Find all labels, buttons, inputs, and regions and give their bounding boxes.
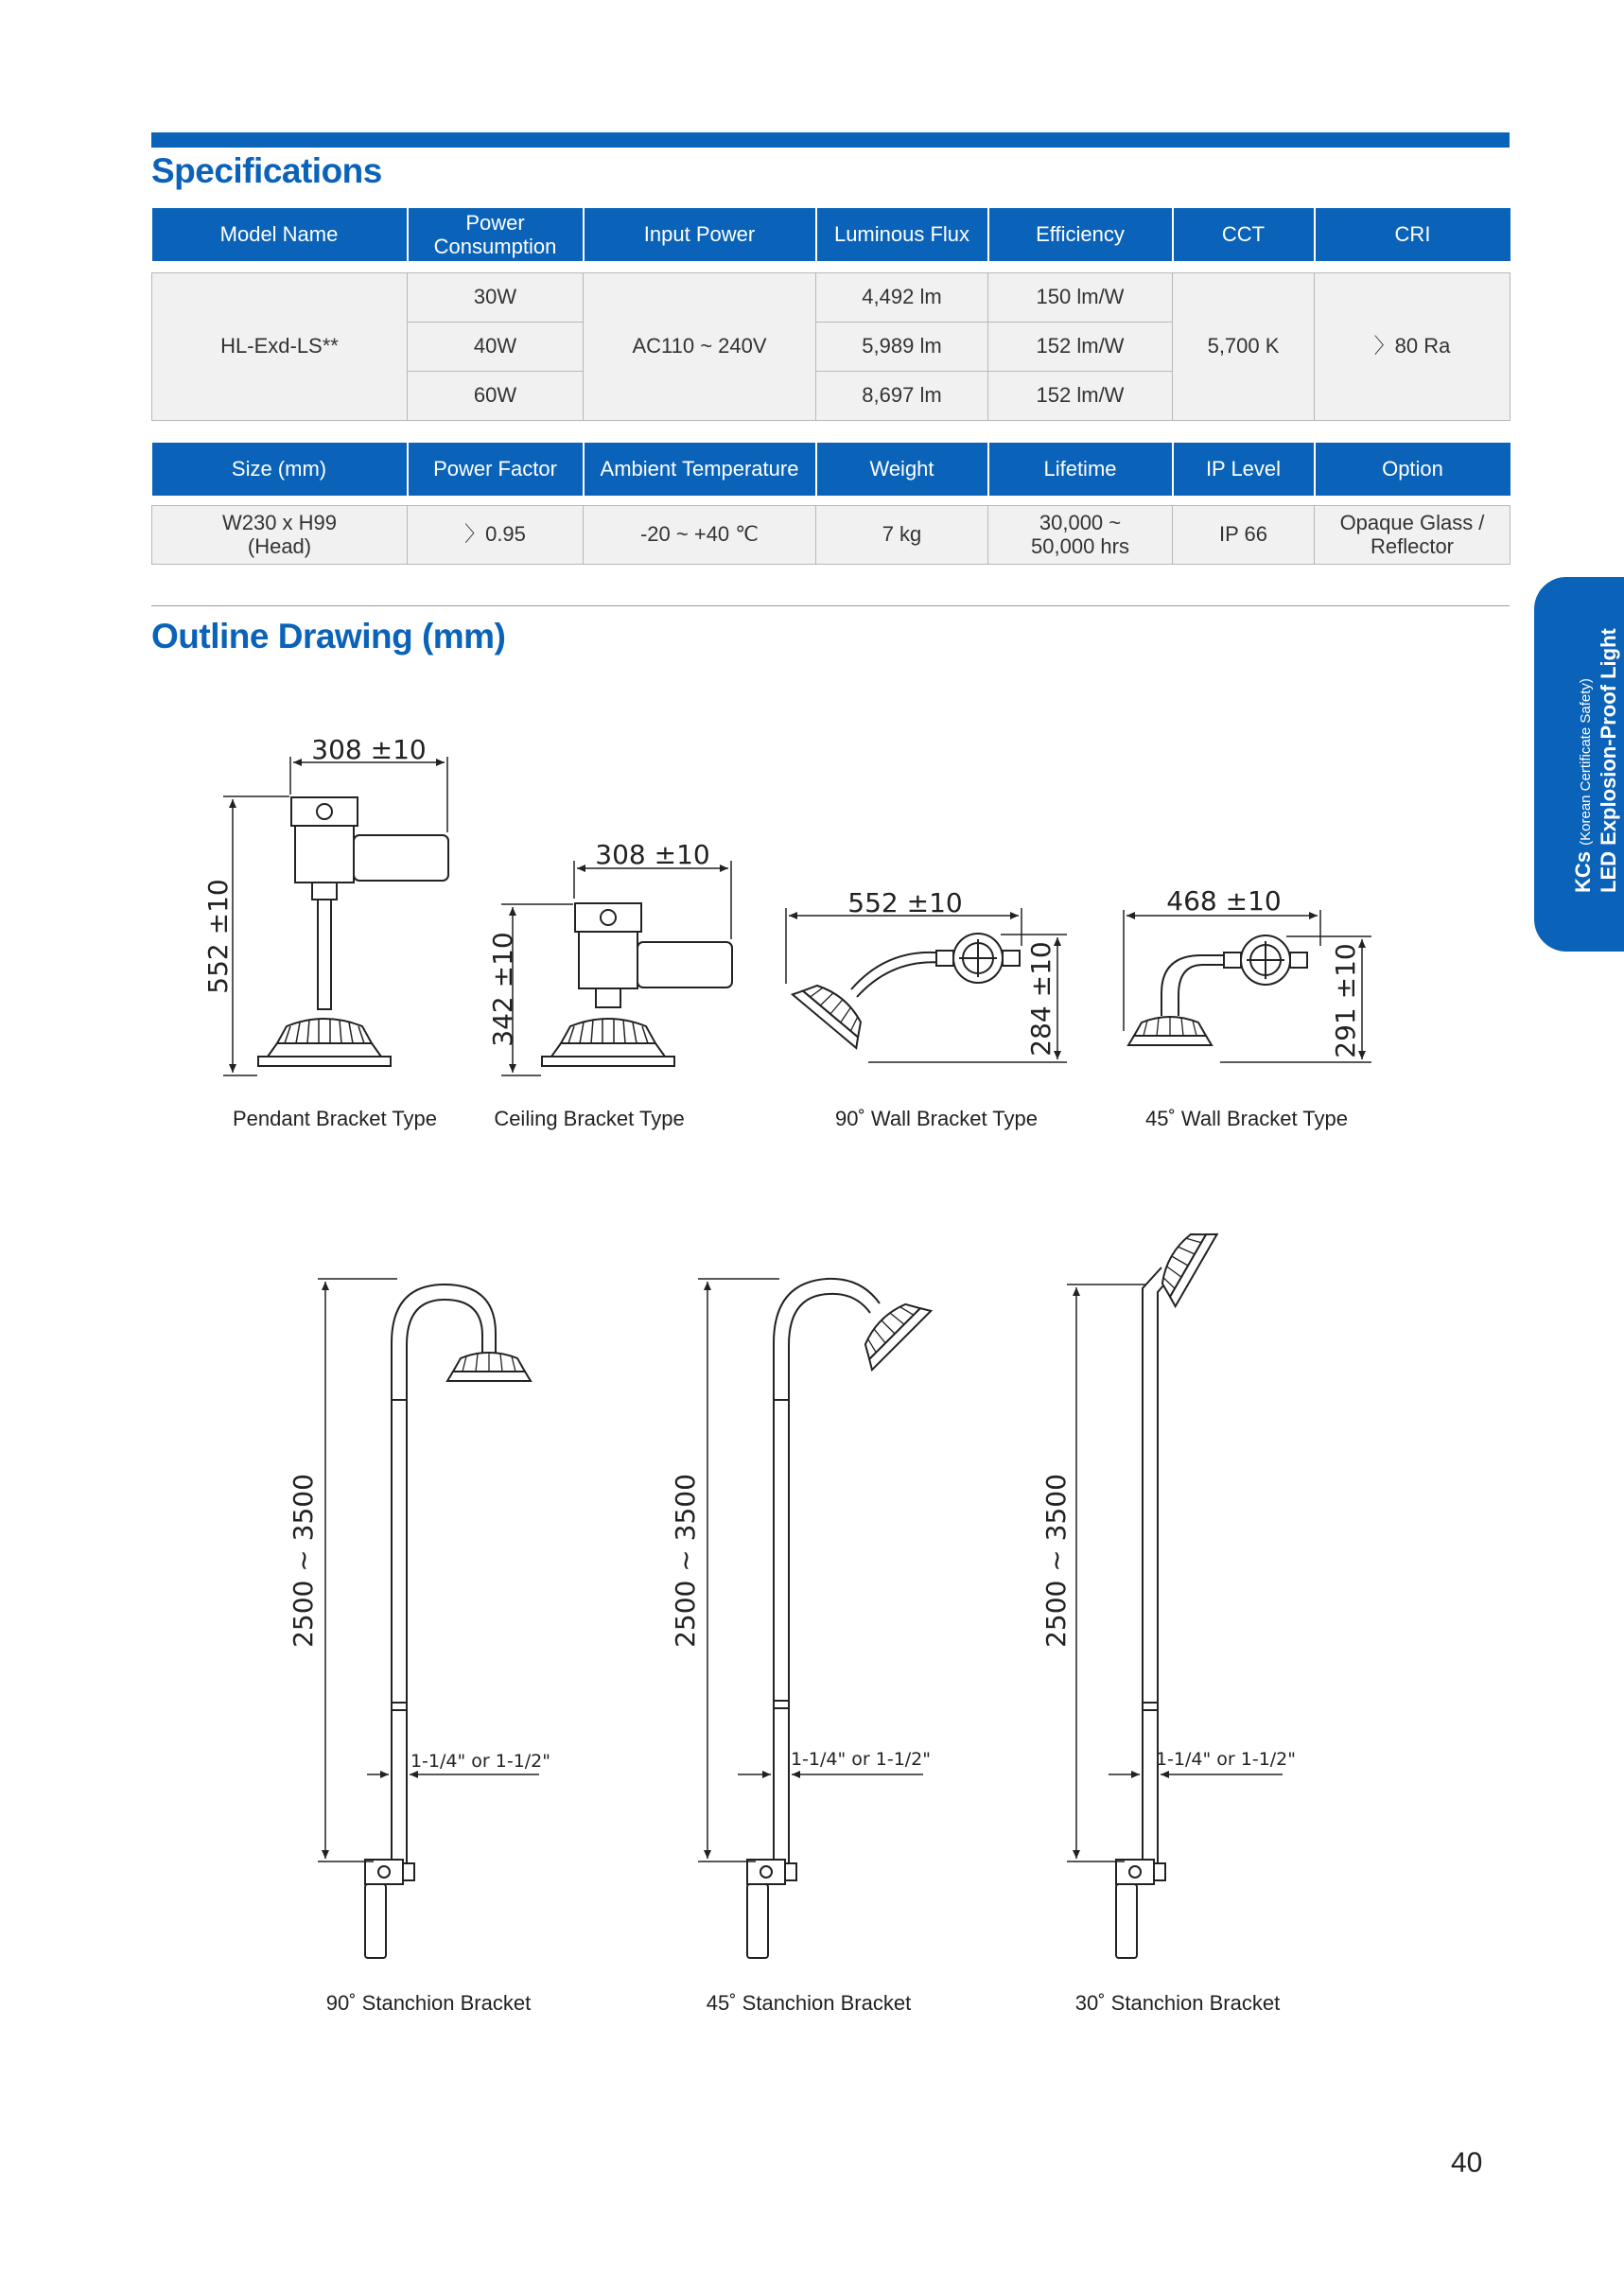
pendant-height-label: 552 ±10 (202, 879, 234, 994)
stanchion90-height-label: 2500 ~ 3500 (288, 1474, 319, 1648)
option-cell: Opaque Glass / Reflector (1315, 505, 1510, 564)
wall45-bracket-drawing (1124, 885, 1371, 1062)
stanchion90-caption: 90˚ Stanchion Bracket (325, 1991, 532, 2015)
ceiling-width-label: 308 ±10 (595, 839, 710, 870)
stanchion30-drawing (1040, 1220, 1296, 1958)
stanchion45-pipe-label: 1-1/4" or 1-1/2" (790, 1749, 932, 1770)
power-cell: 60W (408, 371, 584, 420)
stanchion90-pipe-label: 1-1/4" or 1-1/2" (410, 1751, 551, 1772)
ceiling-bracket-drawing (487, 839, 732, 1075)
header-size: Size (mm) (152, 443, 408, 496)
header-efficiency: Efficiency (988, 208, 1173, 261)
wall90-height-label: 284 ±10 (1025, 941, 1056, 1057)
side-tab-product: LED Explosion-Proof Light (1597, 628, 1620, 893)
input-power-cell: AC110 ~ 240V (584, 272, 816, 420)
stanchion45-drawing (670, 1279, 931, 1958)
lifetime-cell: 30,000 ~ 50,000 hrs (988, 505, 1173, 564)
stanchion30-pipe-label: 1-1/4" or 1-1/2" (1155, 1749, 1297, 1770)
pendant-bracket-drawing (202, 734, 448, 1075)
side-tab-brand: KCs (1571, 850, 1595, 893)
pendant-width-label: 308 ±10 (311, 734, 427, 765)
size-cell: W230 x H99 (Head) (152, 505, 408, 564)
header-power-factor: Power Factor (408, 443, 584, 496)
header-weight: Weight (816, 443, 988, 496)
stanchion30-height-label: 2500 ~ 3500 (1040, 1474, 1072, 1648)
pendant-caption: Pendant Bracket Type (232, 1107, 438, 1130)
ceiling-height-label: 342 ±10 (487, 932, 518, 1047)
specifications-title: Specifications (151, 151, 382, 190)
ceiling-caption: Ceiling Bracket Type (494, 1107, 685, 1130)
power-factor-cell: 〉0.95 (408, 505, 584, 564)
flux-cell: 5,989 lm (816, 322, 988, 371)
header-ambient-temperature: Ambient Temperature (584, 443, 816, 496)
stanchion90-drawing (288, 1279, 550, 1958)
wall45-width-label: 468 ±10 (1166, 885, 1282, 917)
header-input-power: Input Power (584, 208, 816, 261)
wall90-caption: 90˚ Wall Bracket Type (835, 1107, 1038, 1130)
power-cell: 40W (408, 322, 584, 371)
header-option: Option (1315, 443, 1510, 496)
power-cell: 30W (408, 272, 584, 322)
header-lifetime: Lifetime (988, 443, 1173, 496)
ip-level-cell: IP 66 (1173, 505, 1315, 564)
header-luminous-flux: Luminous Flux (816, 208, 988, 261)
wall45-height-label: 291 ±10 (1330, 943, 1361, 1058)
cri-cell: 〉80 Ra (1315, 272, 1510, 420)
efficiency-cell: 152 lm/W (988, 322, 1173, 371)
cct-cell: 5,700 K (1173, 272, 1315, 420)
page-number: 40 (1451, 2147, 1483, 2178)
wall90-bracket-drawing (786, 887, 1067, 1062)
header-cct: CCT (1173, 208, 1315, 261)
stanchion30-caption: 30˚ Stanchion Bracket (1074, 1991, 1281, 2015)
header-power-consumption: Power Consumption (408, 208, 584, 261)
weight-cell: 7 kg (816, 505, 988, 564)
wall45-caption: 45˚ Wall Bracket Type (1145, 1107, 1348, 1130)
stanchion45-caption: 45˚ Stanchion Bracket (706, 1991, 912, 2015)
stanchion45-height-label: 2500 ~ 3500 (670, 1474, 701, 1648)
flux-cell: 4,492 lm (816, 272, 988, 322)
efficiency-cell: 150 lm/W (988, 272, 1173, 322)
efficiency-cell: 152 lm/W (988, 371, 1173, 420)
wall90-width-label: 552 ±10 (847, 887, 963, 918)
header-ip-level: IP Level (1173, 443, 1315, 496)
header-model-name: Model Name (152, 208, 408, 261)
ambient-temperature-cell: -20 ~ +40 ℃ (584, 505, 816, 564)
flux-cell: 8,697 lm (816, 371, 988, 420)
model-name-cell: HL-Exd-LS** (152, 272, 408, 420)
side-tab-note: (Korean Certificate Safety) (1578, 678, 1594, 846)
header-cri: CRI (1315, 208, 1510, 261)
outline-drawing-title: Outline Drawing (mm) (151, 617, 506, 655)
